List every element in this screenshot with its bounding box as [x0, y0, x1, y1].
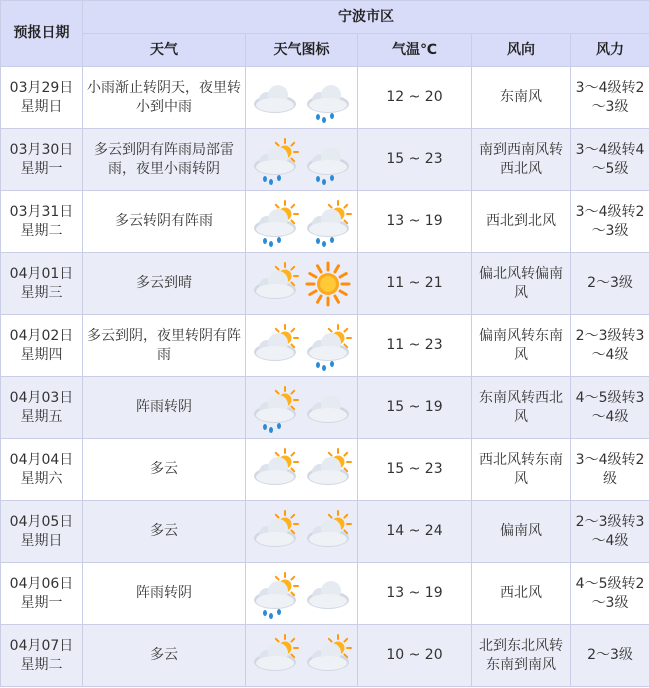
weekday-text: 星期六	[20, 470, 63, 487]
date-text: 04月04日	[9, 451, 74, 468]
temp-cell: 11 ~ 21	[358, 253, 472, 315]
sun-icon	[302, 258, 354, 310]
wind-direction-cell: 东南风	[472, 67, 571, 129]
date-text: 04月06日	[9, 575, 74, 592]
weather-cell: 阵雨转阴	[83, 377, 246, 439]
icon-cell	[246, 191, 358, 253]
wind-force-cell: 2～3级转3～4级	[571, 501, 649, 563]
wind-force-cell: 2～3级转3～4级	[571, 315, 649, 377]
date-cell	[1, 439, 83, 501]
date-column-header: 预报日期	[1, 1, 83, 67]
weekday-text: 星期日	[20, 532, 63, 549]
date-cell	[1, 253, 83, 315]
wind-direction-cell: 西北风转东南风	[472, 439, 571, 501]
date-cell	[1, 377, 83, 439]
date-cell	[1, 67, 83, 129]
date-cell	[1, 501, 83, 563]
icon-cell	[246, 253, 358, 315]
sun-cloud-rain-icon	[302, 320, 354, 372]
icon-cell	[246, 563, 358, 625]
table-row	[1, 315, 649, 377]
temp-cell: 10 ~ 20	[358, 625, 472, 687]
weather-cell: 阵雨转阴	[83, 563, 246, 625]
date-cell	[1, 315, 83, 377]
wind-force-cell: 3～4级转4～5级	[571, 129, 649, 191]
weather-column-header: 天气	[83, 34, 246, 67]
icon-cell	[246, 501, 358, 563]
date-text: 04月01日	[9, 265, 74, 282]
weather-cell: 多云	[83, 501, 246, 563]
sun-cloud-rain-icon	[249, 196, 301, 248]
sun-cloud-icon	[249, 630, 301, 682]
weekday-text: 星期四	[20, 346, 63, 363]
wind-force-cell: 2～3级	[571, 625, 649, 687]
weather-cell: 多云转阴有阵雨	[83, 191, 246, 253]
sun-cloud-icon	[249, 506, 301, 558]
sun-cloud-icon	[249, 320, 301, 372]
icon-column-header: 天气图标	[246, 34, 358, 67]
icon-cell	[246, 129, 358, 191]
sun-cloud-rain-icon	[249, 382, 301, 434]
wind-direction-cell: 东南风转西北风	[472, 377, 571, 439]
temp-cell: 15 ~ 19	[358, 377, 472, 439]
table-row	[1, 191, 649, 253]
icon-cell	[246, 315, 358, 377]
sun-cloud-icon	[302, 506, 354, 558]
sun-cloud-icon	[249, 444, 301, 496]
sun-cloud-rain-icon	[302, 196, 354, 248]
sun-cloud-icon	[302, 630, 354, 682]
weekday-text: 星期三	[20, 284, 63, 301]
temp-cell: 12 ~ 20	[358, 67, 472, 129]
table-row	[1, 253, 649, 315]
temp-cell: 13 ~ 19	[358, 191, 472, 253]
cloud-icon	[302, 382, 354, 434]
wind-direction-cell: 西北到北风	[472, 191, 571, 253]
wind-direction-cell: 偏南风	[472, 501, 571, 563]
temp-cell: 15 ~ 23	[358, 439, 472, 501]
date-cell	[1, 563, 83, 625]
icon-cell	[246, 625, 358, 687]
cloud-icon	[302, 568, 354, 620]
sun-cloud-rain-icon	[249, 568, 301, 620]
date-cell	[1, 191, 83, 253]
wind-direction-cell: 偏南风转东南风	[472, 315, 571, 377]
weekday-text: 星期五	[20, 408, 63, 425]
table-row	[1, 377, 649, 439]
icon-cell	[246, 439, 358, 501]
icon-cell	[246, 67, 358, 129]
table-row	[1, 625, 649, 687]
wind-force-cell: 3～4级转2级	[571, 439, 649, 501]
date-cell	[1, 625, 83, 687]
table-row	[1, 67, 649, 129]
wind-force-cell: 4～5级转2～3级	[571, 563, 649, 625]
wind-force-column-header: 风力	[571, 34, 649, 67]
date-text: 03月29日	[9, 79, 74, 96]
table-row	[1, 563, 649, 625]
temp-cell: 14 ~ 24	[358, 501, 472, 563]
wind-force-cell: 2～3级	[571, 253, 649, 315]
temp-cell: 15 ~ 23	[358, 129, 472, 191]
table-row	[1, 129, 649, 191]
date-text: 03月31日	[9, 203, 74, 220]
weather-cell: 多云到晴	[83, 253, 246, 315]
weekday-text: 星期二	[20, 222, 63, 239]
date-text: 04月07日	[9, 637, 74, 654]
sun-cloud-rain-icon	[249, 134, 301, 186]
table-row	[1, 501, 649, 563]
sun-cloud-icon	[302, 444, 354, 496]
cloud-icon	[249, 72, 301, 124]
wind-direction-column-header: 风向	[472, 34, 571, 67]
weekday-text: 星期一	[20, 160, 63, 177]
wind-force-cell: 3～4级转2～3级	[571, 67, 649, 129]
wind-direction-cell: 南到西南风转西北风	[472, 129, 571, 191]
date-text: 04月02日	[9, 327, 74, 344]
weekday-text: 星期日	[20, 98, 63, 115]
temp-column-header: 气温℃	[358, 34, 472, 67]
weekday-text: 星期一	[20, 594, 63, 611]
temp-cell: 13 ~ 19	[358, 563, 472, 625]
weather-cell: 多云到阴有阵雨局部雷雨，夜里小雨转阴	[83, 129, 246, 191]
wind-direction-cell: 偏北风转偏南风	[472, 253, 571, 315]
wind-force-cell: 3～4级转2～3级	[571, 191, 649, 253]
icon-cell	[246, 377, 358, 439]
wind-direction-cell: 北到东北风转东南到南风	[472, 625, 571, 687]
region-header: 宁波市区	[83, 1, 649, 34]
temp-cell: 11 ~ 23	[358, 315, 472, 377]
weather-cell: 小雨渐止转阴天，夜里转小到中雨	[83, 67, 246, 129]
date-text: 04月05日	[9, 513, 74, 530]
sun-cloud-icon	[249, 258, 301, 310]
wind-force-cell: 4～5级转3～4级	[571, 377, 649, 439]
date-text: 03月30日	[9, 141, 74, 158]
date-cell	[1, 129, 83, 191]
weekday-text: 星期二	[20, 656, 63, 673]
weather-cell: 多云	[83, 625, 246, 687]
cloud-rain-icon	[302, 134, 354, 186]
cloud-rain-icon	[302, 72, 354, 124]
weather-cell: 多云	[83, 439, 246, 501]
weather-cell: 多云到阴，夜里转阴有阵雨	[83, 315, 246, 377]
date-text: 04月03日	[9, 389, 74, 406]
wind-direction-cell: 西北风	[472, 563, 571, 625]
table-row	[1, 439, 649, 501]
